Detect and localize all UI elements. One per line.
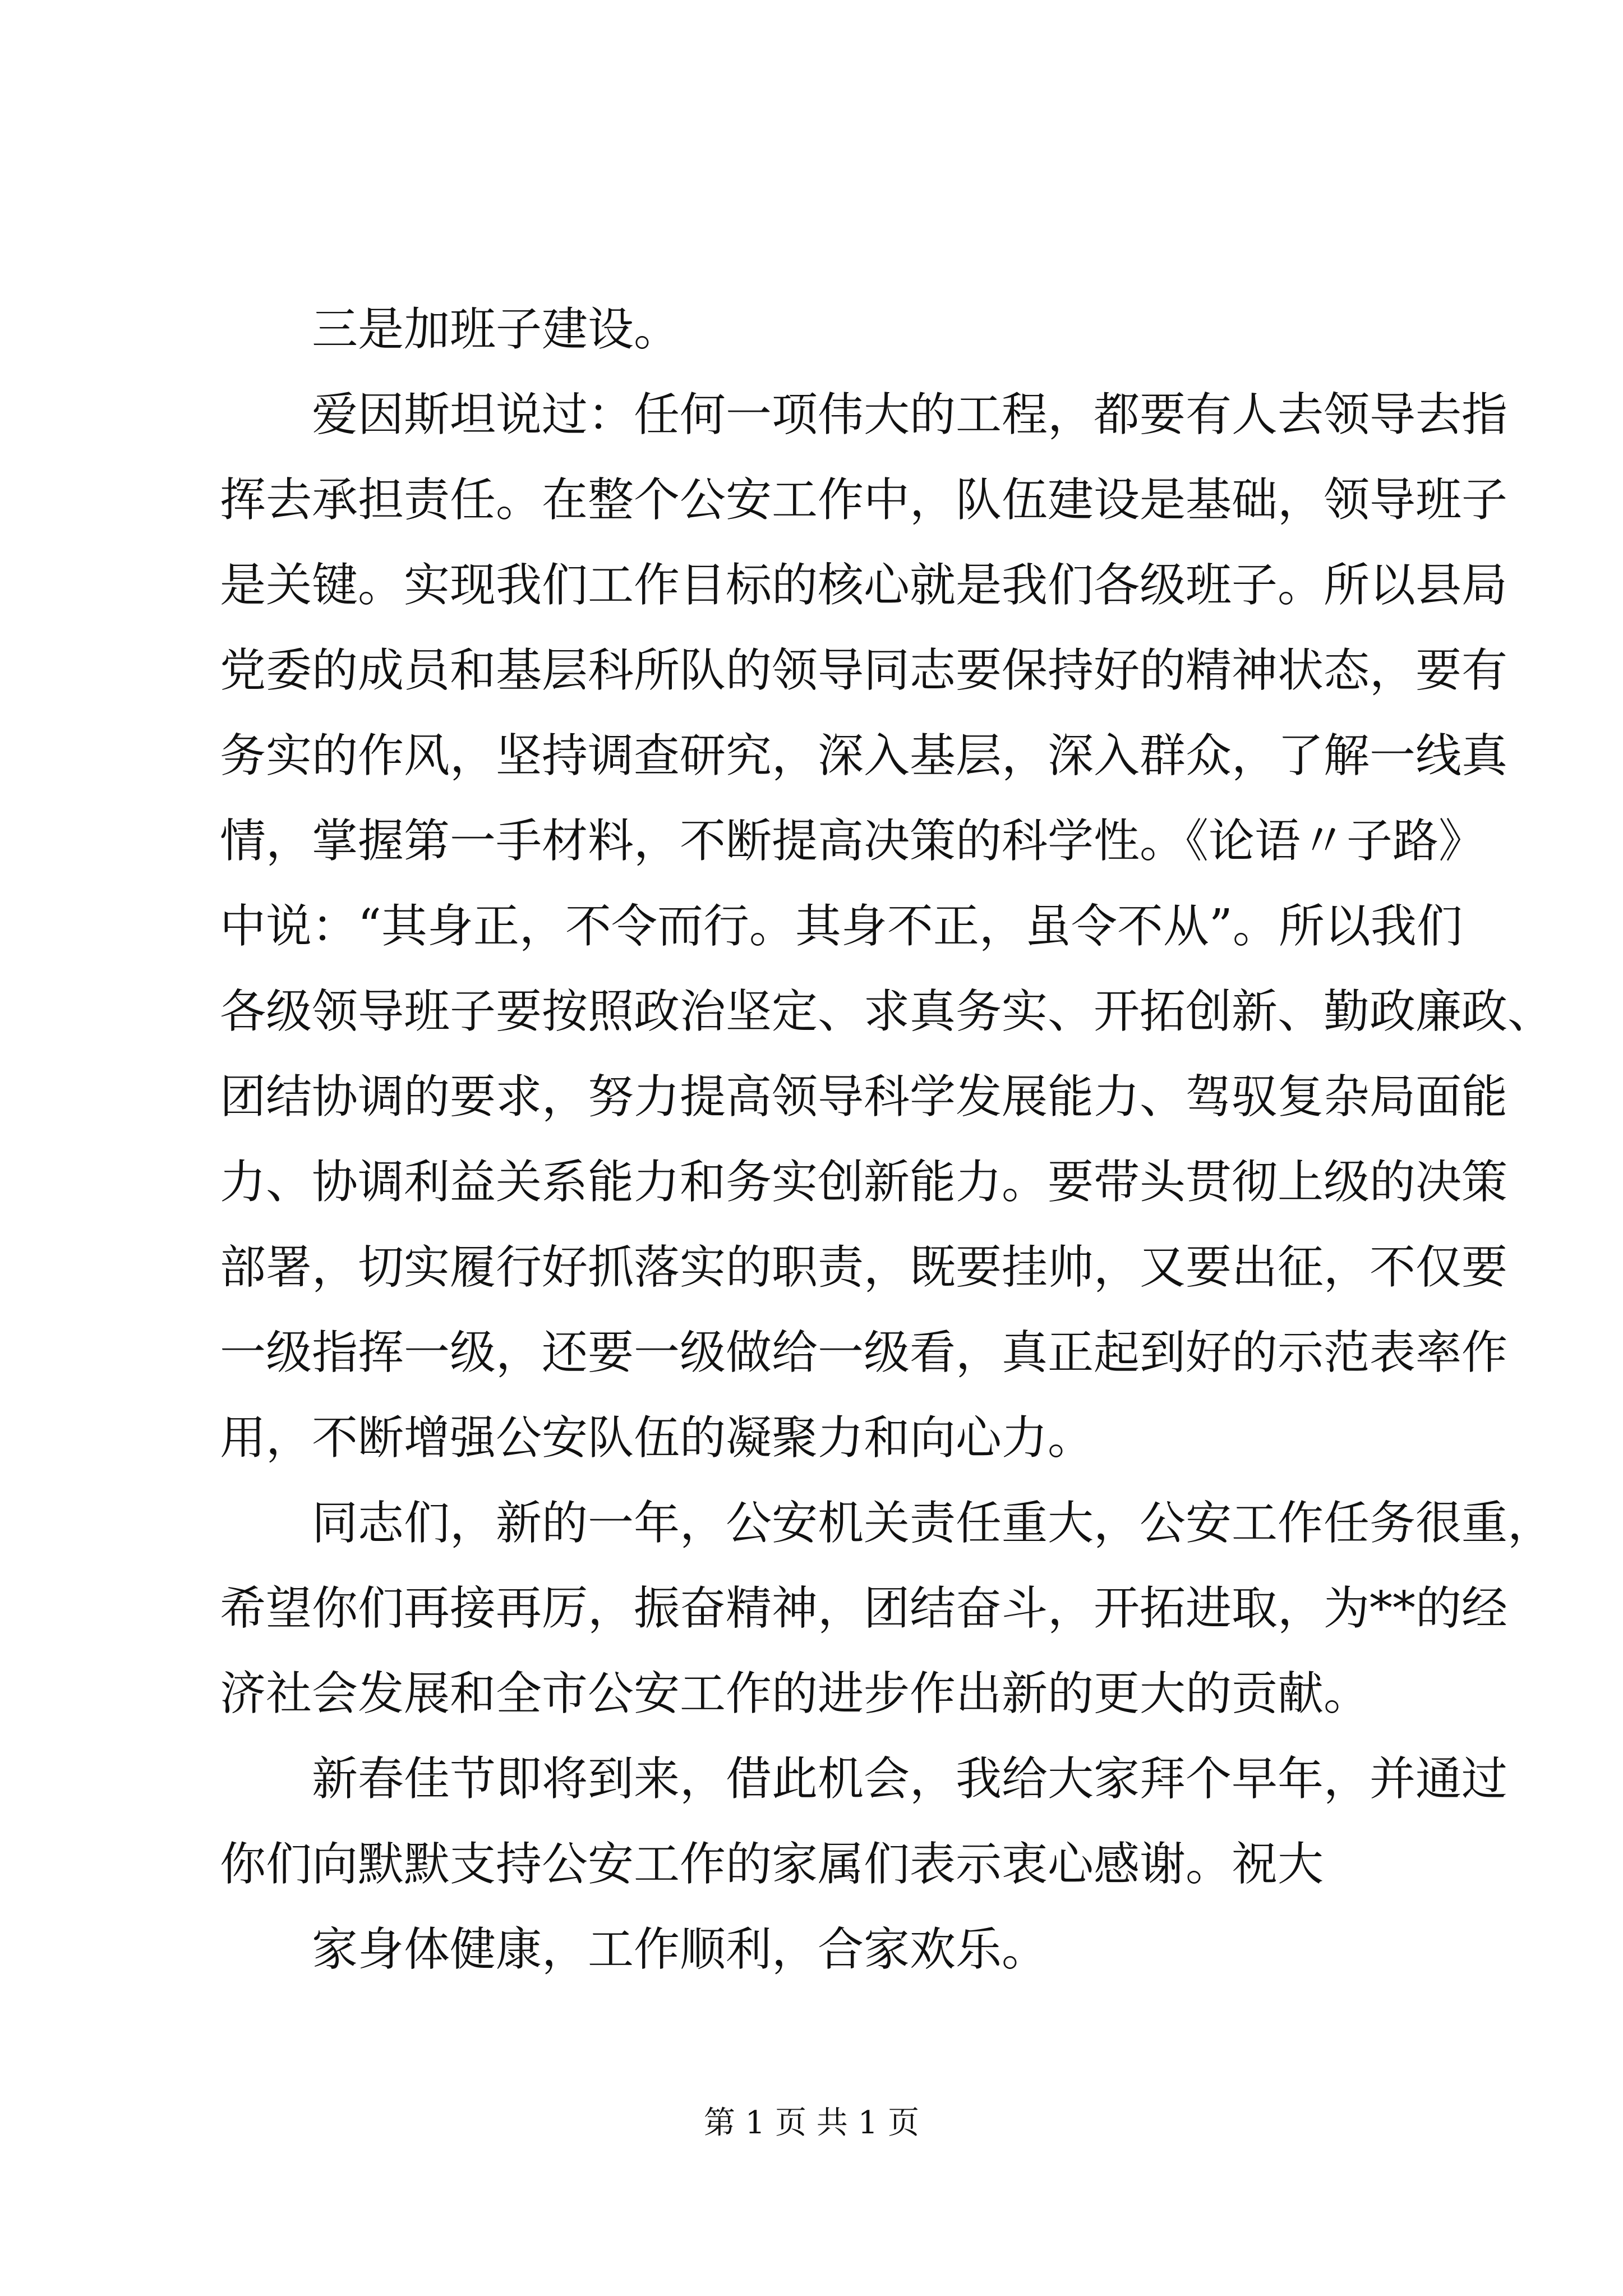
paragraph-line: 你们向默默支持公安工作的家属们表示衷心感谢。祝大 [220,1838,1324,1891]
paragraph-line: 一级指挥一级，还要一级做给一级看，真正起到好的示范表率作 [220,1326,1508,1379]
paragraph-2 [220,372,1554,1481]
paragraph-line: 三是加班子建设。 [312,303,680,356]
paragraph-line: 党委的成员和基层科所队的领导同志要保持好的精神状态，要有 [220,644,1508,697]
paragraph-line: 济社会发展和全市公安工作的进步作出新的更大的贡献。 [220,1667,1370,1720]
paragraph-line: 用，不断增强公安队伍的凝聚力和向心力。 [220,1411,1094,1465]
document-body [220,287,1554,1993]
paragraph-line: 务实的作风，坚持调查研究，深入基层，深入群众，了解一线真 [220,729,1508,783]
paragraph-line: 中说：“其身正，不令而行。其身不正，虽令不从”。所以我们 [220,900,1463,953]
paragraph-4 [220,1737,1508,1907]
paragraph-line: 同志们，新的一年，公安机关责任重大，公安工作任务很重， [312,1497,1554,1550]
paragraph-line: 挥去承担责任。在整个公安工作中，队伍建设是基础，领导班子 [220,473,1508,527]
paragraph-5 [220,1907,1419,1993]
paragraph-line: 是关键。实现我们工作目标的核心就是我们各级班子。所以县局 [220,559,1508,612]
paragraph-line: 各级领导班子要按照政治坚定、求真务实、开拓创新、勤政廉政、 [220,985,1554,1038]
paragraph-3 [220,1481,1554,1737]
paragraph-line: 情，掌握第一手材料，不断提高决策的科学性。《论语〃子路》 [220,815,1485,868]
paragraph-line: 部署，切实履行好抓落实的职责，既要挂帅，又要出征，不仅要 [220,1241,1508,1294]
paragraph-line: 希望你们再接再厉，振奋精神，团结奋斗，开拓进取，为**的经 [220,1582,1508,1635]
paragraph-1 [220,287,1419,372]
paragraph-line: 家身体健康，工作顺利，合家欢乐。 [312,1923,1048,1976]
paragraph-line: 团结协调的要求，努力提高领导科学发展能力、驾驭复杂局面能 [220,1070,1508,1124]
paragraph-line: 力、协调利益关系能力和务实创新能力。要带头贯彻上级的决策 [220,1156,1508,1209]
paragraph-line: 新春佳节即将到来，借此机会，我给大家拜个早年，并通过 [312,1752,1508,1806]
paragraph-line: 爱因斯坦说过：任何一项伟大的工程，都要有人去领导去指 [312,388,1508,441]
page-number-footer: 第 1 页 共 1 页 [703,2105,920,2141]
